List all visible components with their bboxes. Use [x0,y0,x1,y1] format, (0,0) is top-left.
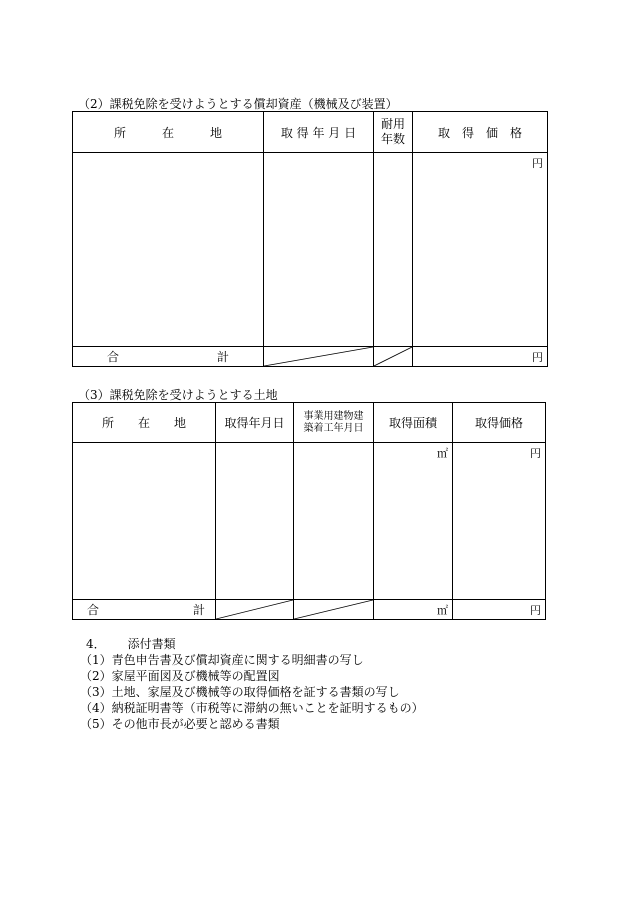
attachment-item: （3）土地、家屋及び機械等の取得価格を証する書類の写し [80,685,400,699]
diagonal-line [374,347,412,366]
total-life-diagonal-cell [374,347,413,367]
header-useful-life-line1: 耐用 [380,117,405,131]
attachments-heading [80,636,424,652]
land-total-label-char1: 合 [87,603,100,617]
attachment-item: （5）その他市長が必要と認める書類 [80,717,280,731]
land-construction-date-input-cell[interactable] [294,443,374,600]
diagonal-line [216,600,293,619]
land-header-construction-line2: 築着工年月日 [303,422,364,434]
land-table [72,402,546,620]
total-price-cell[interactable]: 円 [413,347,548,367]
land-header-construction-date [294,403,374,443]
attachments-heading-number: 4． [86,637,106,651]
header-useful-life [374,112,413,153]
land-price-input-cell[interactable]: 円 [453,443,546,600]
land-header-area: 取得面積 [374,403,453,443]
diagonal-line [294,600,373,619]
acquisition-price-input-cell[interactable]: 円 [413,153,548,347]
section3-title: （3）課税免除を受けようとする土地 [78,388,278,402]
location-input-cell[interactable] [73,153,264,347]
land-total-label-char2: 計 [192,603,205,617]
land-location-input-cell[interactable] [73,443,216,600]
attachments-heading-text: 添付書類 [127,637,176,651]
header-acquisition-price: 取 得 価 格 [413,112,548,153]
total-date-diagonal-cell [264,347,374,367]
land-total-construction-diagonal-cell [294,600,374,620]
section2-title: （2）課税免除を受けようとする償却資産（機械及び装置） [78,97,398,111]
land-area-input-cell[interactable]: ㎡ [374,443,453,600]
useful-life-input-cell[interactable] [374,153,413,347]
land-total-label-cell [73,600,216,620]
header-useful-life-line2: 年数 [380,132,405,146]
total-label-cell [73,347,264,367]
attachment-item: （1）青色申告書及び償却資産に関する明細書の写し [80,653,364,667]
total-label-char2: 計 [216,350,229,364]
attachment-item: （2）家屋平面図及び機械等の配置図 [80,669,280,683]
land-total-price-cell[interactable]: 円 [453,600,546,620]
land-header-price: 取得価格 [453,403,546,443]
acquisition-date-input-cell[interactable] [264,153,374,347]
land-header-acquisition-date: 取得年月日 [216,403,294,443]
land-acquisition-date-input-cell[interactable] [216,443,294,600]
land-total-date-diagonal-cell [216,600,294,620]
land-header-construction-line1: 事業用建物建 [303,410,364,422]
depreciable-assets-table [72,111,548,367]
header-acquisition-date: 取 得 年 月 日 [264,112,374,153]
land-total-area-cell[interactable]: ㎡ [374,600,453,620]
header-location: 所 在 地 [73,112,264,153]
attachment-item: （4）納税証明書等（市税等に滞納の無いことを証明するもの） [80,701,424,715]
land-header-location: 所 在 地 [73,403,216,443]
diagonal-line [264,347,373,366]
total-label-char1: 合 [107,350,120,364]
attachments-section [80,636,424,732]
